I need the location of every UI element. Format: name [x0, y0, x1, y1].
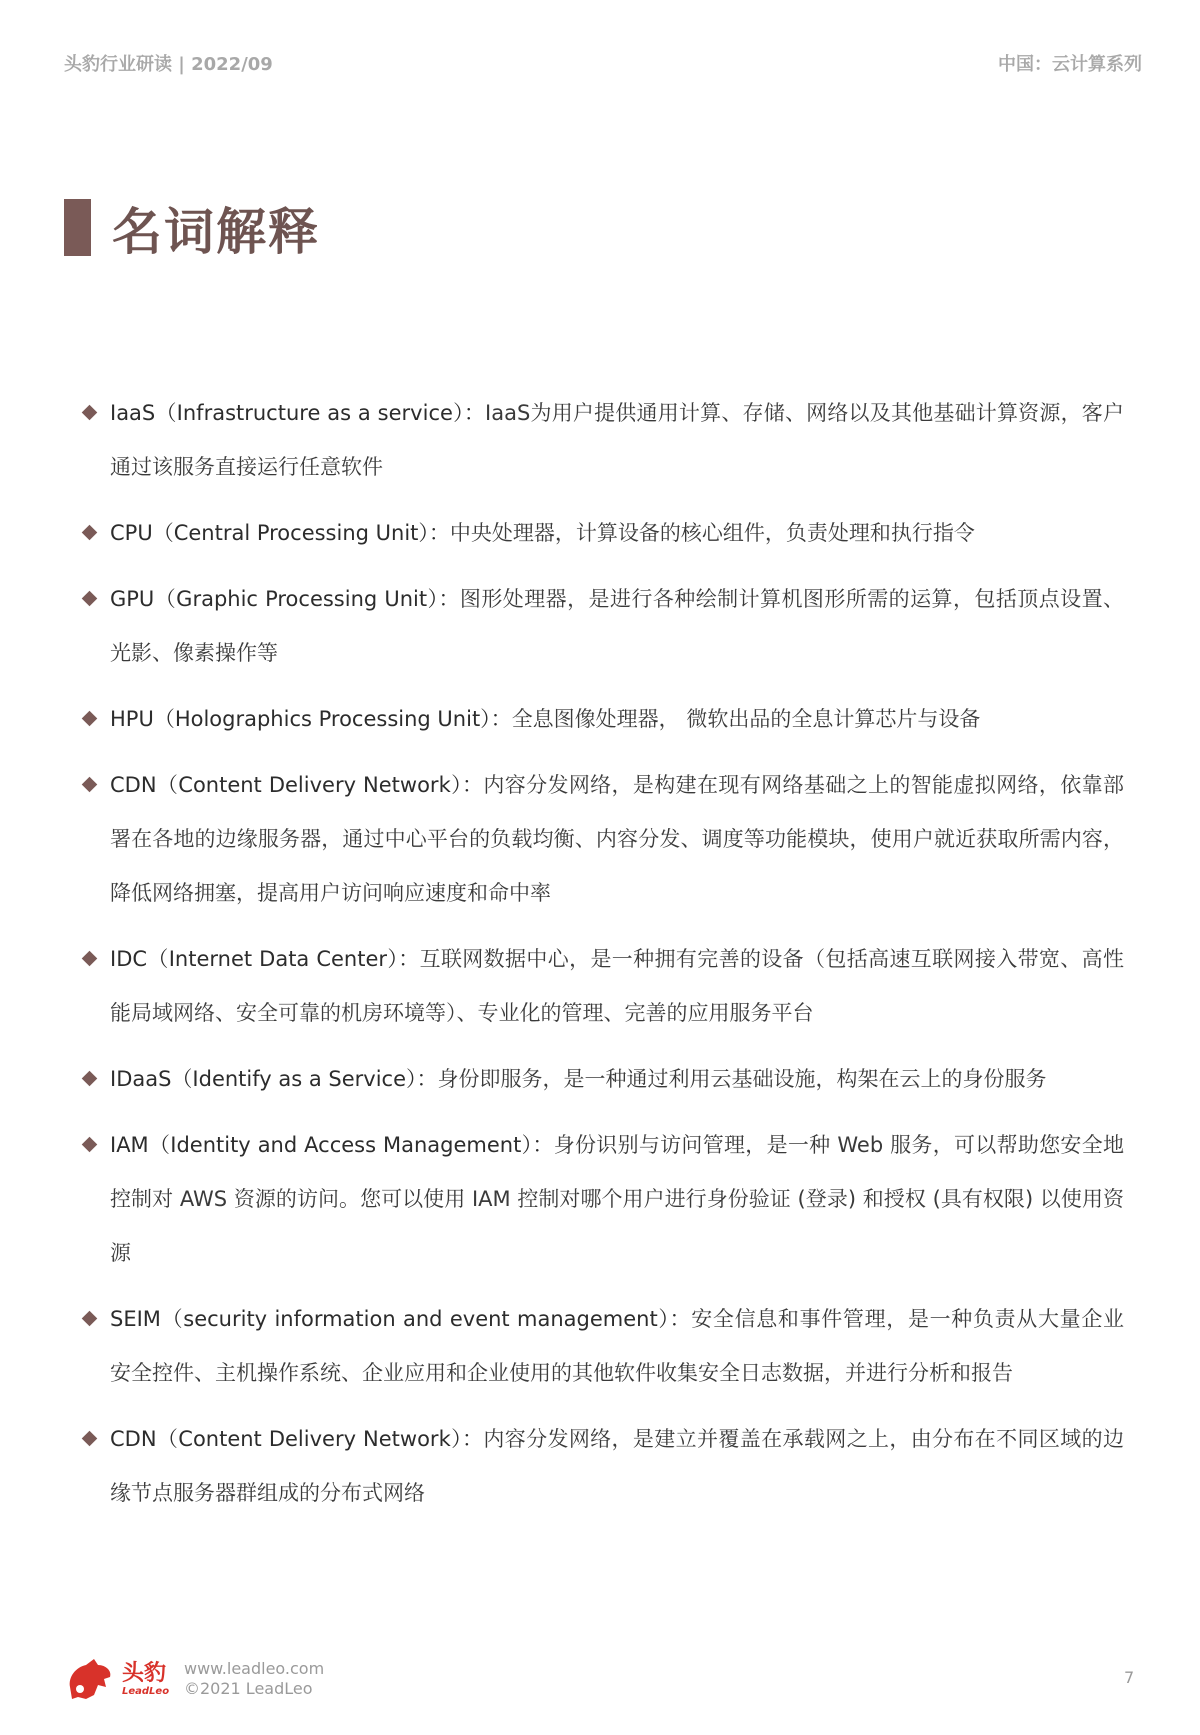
glossary-definition: 身份即服务，是一种通过利用云基础设施，构架在云上的身份服务 — [437, 1067, 1047, 1091]
diamond-bullet-icon — [82, 951, 98, 967]
header-series-label: 中国：云计算系列 — [998, 54, 1142, 75]
glossary-term: CPU（Central Processing Unit）： — [110, 521, 450, 545]
glossary-item — [82, 932, 1124, 1040]
diamond-bullet-icon — [82, 1431, 98, 1447]
glossary-list — [82, 386, 1124, 1532]
glossary-definition: 全息图像处理器， 微软出品的全息计算芯片与设备 — [511, 707, 981, 731]
diamond-bullet-icon — [82, 591, 98, 607]
glossary-definition: 中央处理器，计算设备的核心组件，负责处理和执行指令 — [449, 521, 975, 545]
glossary-item — [82, 758, 1124, 920]
glossary-definition: IaaS为用户提供通用计算、存储、网络以及其他基础计算资源，客户通过该服务直接运行任意软件 — [110, 401, 1125, 479]
glossary-definition: 内容分发网络，是建立并覆盖在承载网之上，由分布在不同区域的边缘节点服务器群组成的分布式网络 — [110, 1427, 1125, 1505]
page-number: 7 — [1124, 1668, 1135, 1687]
brand-name-en: LeadLeo — [122, 1686, 170, 1697]
header-report-label: 头豹行业研读 | 2022/09 — [64, 54, 273, 75]
diamond-bullet-icon — [82, 711, 98, 727]
footer-copyright: ©2021 LeadLeo — [184, 1679, 313, 1698]
title-accent-bar — [64, 199, 91, 256]
leopard-logo-icon — [64, 1657, 114, 1701]
footer-info — [184, 1659, 324, 1699]
glossary-item — [82, 572, 1124, 680]
glossary-item — [82, 1292, 1124, 1400]
glossary-item — [82, 506, 1124, 560]
glossary-term: HPU（Holographics Processing Unit）： — [110, 707, 512, 731]
glossary-term: IDaaS（Identify as a Service）： — [110, 1067, 438, 1091]
diamond-bullet-icon — [82, 1137, 98, 1153]
glossary-item — [82, 1412, 1124, 1520]
glossary-term: SEIM（security information and event management）： — [110, 1307, 692, 1331]
glossary-definition: 内容分发网络，是构建在现有网络基础之上的智能虚拟网络，依靠部署在各地的边缘服务器，通过中心平台的负载均衡、内容分发、调度等功能模块，使用户就近获取所需内容，降低网络拥塞，提高用户访问响应速度和命中率 — [110, 773, 1125, 905]
glossary-definition: 身份识别与访问管理，是一种 Web 服务，可以帮助您安全地控制对 AWS 资源的访问。您可以使用 IAM 控制对哪个用户进行身份验证 (登录) 和授权 (具有权限) 以使用资源 — [110, 1133, 1125, 1265]
diamond-bullet-icon — [82, 1071, 98, 1087]
glossary-term: CDN（Content Delivery Network）： — [110, 773, 484, 797]
footer-website[interactable]: www.leadleo.com — [184, 1659, 325, 1678]
glossary-item — [82, 692, 1124, 746]
page-title: 名词解释 — [112, 203, 320, 261]
glossary-term: GPU（Graphic Processing Unit）： — [110, 587, 460, 611]
glossary-definition: 安全信息和事件管理，是一种负责从大量企业安全控件、主机操作系统、企业应用和企业使用的其他软件收集安全日志数据，并进行分析和报告 — [110, 1307, 1125, 1385]
glossary-item — [82, 1118, 1124, 1280]
glossary-term: IAM（Identity and Access Management）： — [110, 1133, 554, 1157]
glossary-item — [82, 1052, 1124, 1106]
glossary-item — [82, 386, 1124, 494]
diamond-bullet-icon — [82, 777, 98, 793]
diamond-bullet-icon — [82, 1311, 98, 1327]
glossary-term: IDC（Internet Data Center）： — [110, 947, 420, 971]
glossary-term: IaaS（Infrastructure as a service）： — [110, 401, 486, 425]
brand-name-cn: 头豹 — [122, 1661, 167, 1686]
glossary-definition: 互联网数据中心，是一种拥有完善的设备（包括高速互联网接入带宽、高性能局域网络、安全可靠的机房环境等）、专业化的管理、完善的应用服务平台 — [110, 947, 1125, 1025]
glossary-definition: 图形处理器，是进行各种绘制计算机图形所需的运算，包括顶点设置、光影、像素操作等 — [110, 587, 1125, 665]
glossary-term: CDN（Content Delivery Network）： — [110, 1427, 484, 1451]
diamond-bullet-icon — [82, 525, 98, 541]
diamond-bullet-icon — [82, 405, 98, 421]
